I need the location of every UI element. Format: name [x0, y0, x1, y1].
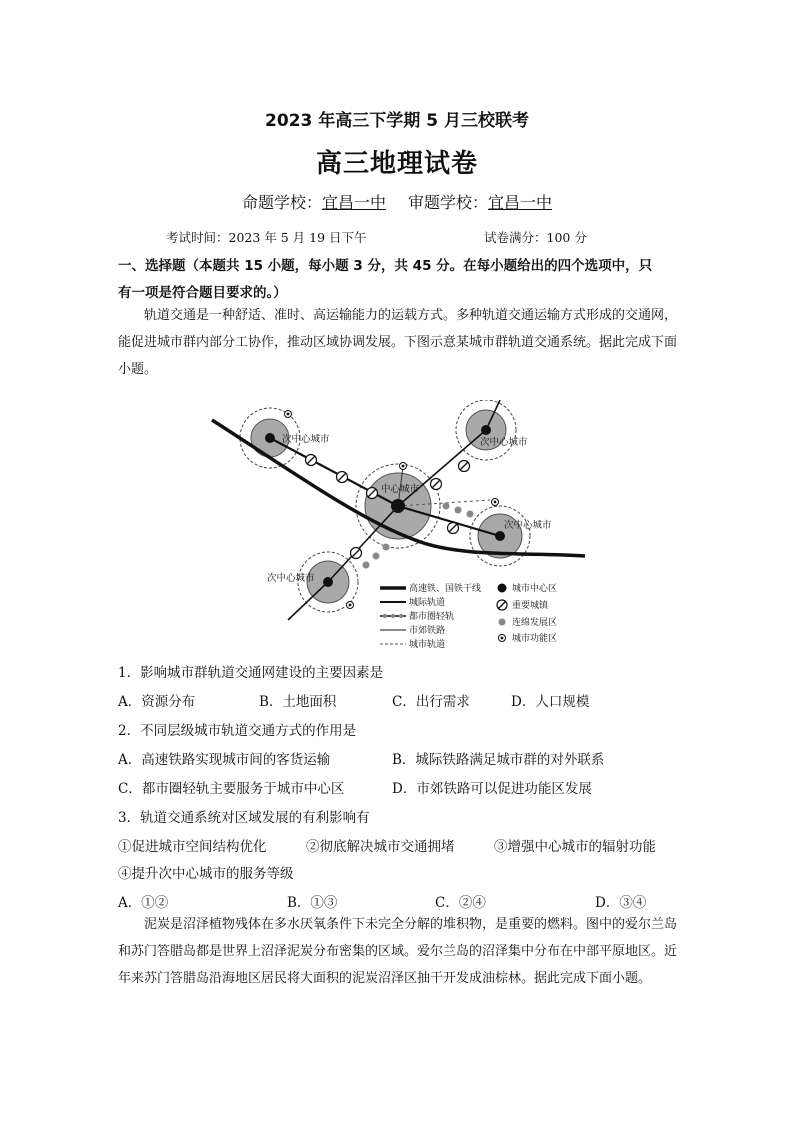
- q2-option-a[interactable]: A．高速铁路实现城市间的客货运输: [118, 752, 331, 768]
- label-sub-city-sw: 次中心城市: [267, 573, 315, 584]
- label-center-city: 中心城市: [381, 484, 420, 495]
- label-sub-city-nw: 次中心城市: [282, 434, 330, 445]
- contiguous-dev-dot: [363, 562, 370, 569]
- question-2-stem: 2．不同层级城市轨道交通方式的作用是: [118, 723, 357, 739]
- q3-statement-4: ④提升次中心城市的服务等级: [118, 866, 294, 882]
- q3-statement-2: ②彻底解决城市交通拥堵: [306, 839, 455, 855]
- q3-option-b[interactable]: B．①③: [287, 895, 338, 911]
- map-legend: [380, 582, 557, 650]
- contiguous-dev-dot: [443, 503, 450, 510]
- city-center-marker: [391, 499, 405, 513]
- legend-metro-light: 都市圈轻轨: [409, 612, 455, 622]
- q3-option-c[interactable]: C．②④: [435, 895, 486, 911]
- full-score: 试卷满分：100 分: [484, 230, 587, 245]
- q1-option-d[interactable]: D．人口规模: [511, 694, 590, 710]
- q2-option-c[interactable]: C．都市圈轻轨主要服务于城市中心区: [118, 781, 345, 797]
- school-info: [0, 190, 794, 213]
- q3-statement-1: ①促进城市空间结构优化: [118, 839, 267, 855]
- q1-option-b[interactable]: B．土地面积: [259, 694, 337, 710]
- city-center-marker: [323, 577, 333, 587]
- exam-header-title: 2023 年高三下学期 5 月三校联考: [265, 111, 529, 131]
- label-sub-city-e: 次中心城市: [504, 520, 552, 531]
- q1-option-a[interactable]: A．资源分布: [118, 694, 196, 710]
- page-title: 高三地理试卷: [315, 149, 478, 179]
- contiguous-dev-dot: [455, 507, 462, 514]
- legend-intercity: 城际轨道: [409, 598, 446, 608]
- q3-option-d[interactable]: D．③④: [595, 895, 647, 911]
- section-instruction-line2: 有一项是符合题目要求的。）: [118, 285, 287, 301]
- contiguous-dev-dot: [467, 511, 474, 518]
- question-1-stem: 1．影响城市群轨道交通网建设的主要因素是: [118, 665, 384, 681]
- exam-time: 考试时间：2023 年 5 月 19 日下午: [166, 230, 367, 245]
- passage-1: 轨道交通是一种舒适、准时、高运输能力的运载方式。多种轨道交通运输方式形成的交通网，能促进城市群内部分工协作，推动区域协调发展。下图示意某城市群轨道交通系统。据此完成下面小题。: [118, 308, 678, 377]
- q3-statement-3: ③增强中心城市的辐射功能: [494, 839, 656, 855]
- passage-2: 泥炭是沼泽植物残体在多水厌氧条件下未完全分解的堆积物，是重要的燃料。图中的爱尔兰岛和苏门答腊岛都是世界上沼泽泥炭分布密集的区域。爱尔兰岛的沼泽集中分布在中部平原地区。近年来苏门答腊岛沿海地区居民将大面积的泥炭沼泽区抽干开发成油棕林。据此完成下面小题。: [118, 917, 678, 986]
- contiguous-dev-dot: [373, 553, 380, 560]
- setter-label: 命题学校：: [241, 193, 322, 212]
- legend-suburban: 市郊铁路: [409, 626, 446, 636]
- reviewer-label: 审题学校：: [408, 193, 489, 212]
- reviewer-school: 宜昌一中: [488, 193, 553, 212]
- legend-contiguous: 连绵发展区: [512, 618, 558, 628]
- q3-option-a[interactable]: A．①②: [118, 895, 169, 911]
- contiguous-dev-dot: [383, 544, 390, 551]
- legend-function-area: 城市功能区: [512, 634, 558, 644]
- q1-option-c[interactable]: C．出行需求: [392, 694, 470, 710]
- legend-key-town: 重要城镇: [512, 601, 549, 611]
- q2-option-d[interactable]: D．市郊铁路可以促进功能区发展: [392, 781, 592, 797]
- section-instruction-line1: 一、选择题（本题共 15 小题，每小题 3 分，共 45 分。在每小题给出的四个选项中，只: [118, 258, 653, 274]
- label-sub-city-ne: 次中心城市: [480, 437, 528, 448]
- q2-option-b[interactable]: B．城际铁路满足城市群的对外联系: [392, 752, 605, 768]
- rail-system-map: [200, 400, 600, 660]
- legend-city-center: 城市中心区: [512, 584, 558, 594]
- legend-hsr: 高速铁、国铁干线: [409, 584, 482, 594]
- city-center-marker: [495, 531, 505, 541]
- city-center-marker: [265, 433, 275, 443]
- legend-urban-rail: 城市轨道: [409, 640, 446, 650]
- question-3-stem: 3．轨道交通系统对区域发展的有利影响有: [118, 810, 370, 826]
- city-center-marker: [481, 425, 491, 435]
- setter-school: 宜昌一中: [321, 193, 386, 212]
